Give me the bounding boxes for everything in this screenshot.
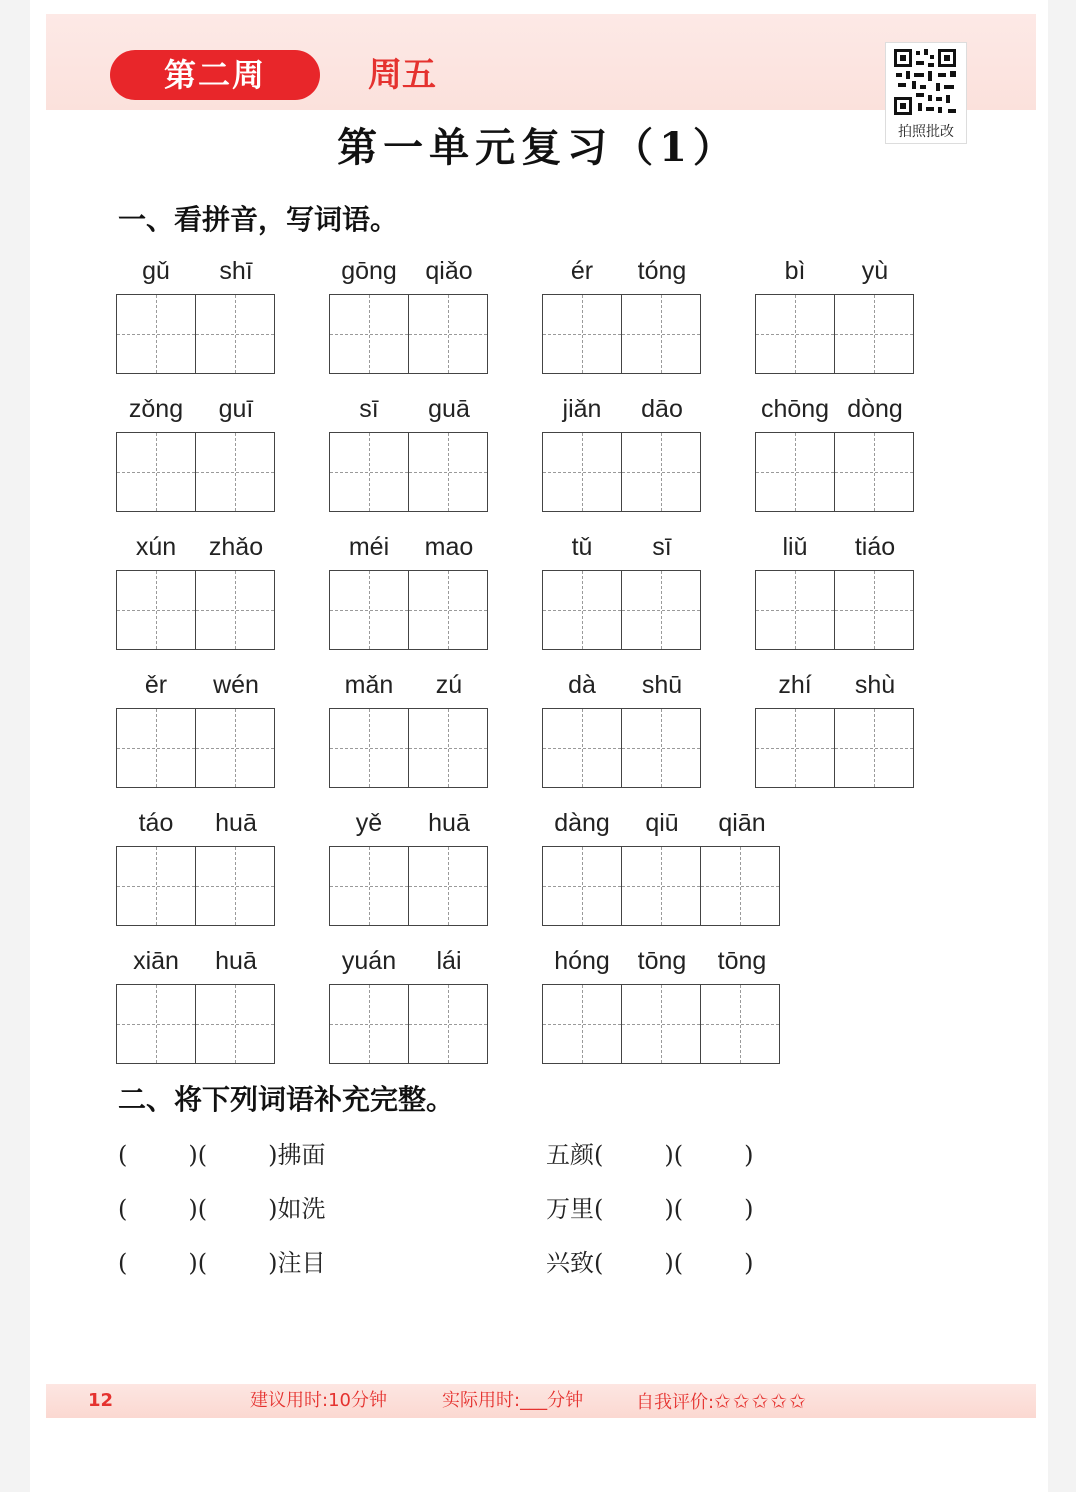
pinyin-label xyxy=(116,946,276,976)
pinyin-syllable: tōng xyxy=(717,946,767,975)
pinyin-syllable: ér xyxy=(570,256,594,285)
writing-boxes xyxy=(329,708,488,788)
star-rating-icons[interactable]: ✩✩✩✩✩ xyxy=(714,1389,808,1413)
writing-box[interactable] xyxy=(622,433,700,511)
pinyin-syllable: shù xyxy=(854,670,896,699)
pinyin-syllable: wén xyxy=(213,670,259,699)
pinyin-label xyxy=(116,670,276,700)
pinyin-syllable: xún xyxy=(135,532,177,561)
writing-box[interactable] xyxy=(117,709,196,787)
page-title: 第一单元复习（1） xyxy=(337,124,739,171)
writing-box[interactable] xyxy=(196,847,274,925)
pinyin-syllable: yù xyxy=(861,256,889,285)
fill-item[interactable]: 万里( )( ) xyxy=(546,1195,754,1223)
pinyin-item xyxy=(329,808,489,926)
pinyin-label xyxy=(542,946,782,976)
writing-boxes xyxy=(329,432,488,512)
pinyin-syllable: bì xyxy=(784,256,806,285)
writing-box[interactable] xyxy=(622,847,701,925)
writing-box[interactable] xyxy=(756,295,835,373)
writing-box[interactable] xyxy=(543,709,622,787)
pinyin-label xyxy=(542,394,702,424)
writing-box[interactable] xyxy=(622,571,700,649)
writing-box[interactable] xyxy=(117,571,196,649)
pinyin-label xyxy=(329,946,489,976)
writing-box[interactable] xyxy=(330,709,409,787)
pinyin-syllable: yuán xyxy=(341,946,397,975)
section1-heading: 一、看拼音，写词语。 xyxy=(118,203,399,236)
pinyin-syllable: zhí xyxy=(778,670,812,699)
pinyin-item xyxy=(755,394,915,512)
pinyin-label xyxy=(116,394,276,424)
pinyin-syllable: huā xyxy=(215,946,257,975)
pinyin-item xyxy=(329,256,489,374)
self-evaluation xyxy=(636,1388,808,1416)
pinyin-syllable: ěr xyxy=(144,670,168,699)
writing-boxes xyxy=(542,846,780,926)
pinyin-item xyxy=(755,256,915,374)
pinyin-item xyxy=(116,394,276,512)
writing-box[interactable] xyxy=(196,571,274,649)
writing-box[interactable] xyxy=(409,571,487,649)
pinyin-syllable: dà xyxy=(568,670,596,699)
writing-box[interactable] xyxy=(196,709,274,787)
pinyin-syllable: dāo xyxy=(641,394,683,423)
writing-boxes xyxy=(755,294,914,374)
writing-box[interactable] xyxy=(117,985,196,1063)
pinyin-item xyxy=(116,256,276,374)
pinyin-label xyxy=(329,256,489,286)
writing-boxes xyxy=(329,570,488,650)
writing-box[interactable] xyxy=(330,847,409,925)
suggested-time: 建议用时:10分钟 xyxy=(250,1390,387,1411)
pinyin-syllable: shī xyxy=(219,256,253,285)
pinyin-label xyxy=(755,532,915,562)
writing-box[interactable] xyxy=(409,847,487,925)
pinyin-syllable: zǒng xyxy=(128,394,184,423)
writing-boxes xyxy=(116,294,275,374)
pinyin-syllable: qiān xyxy=(718,808,766,837)
week-badge: 第二周 xyxy=(110,50,320,100)
pinyin-syllable: qiū xyxy=(645,808,679,837)
pinyin-label xyxy=(542,808,782,838)
writing-box[interactable] xyxy=(701,985,779,1063)
pinyin-syllable: tōng xyxy=(637,946,687,975)
writing-box[interactable] xyxy=(117,295,196,373)
qr-caption: 拍照批改 xyxy=(898,124,954,140)
pinyin-label xyxy=(329,808,489,838)
fill-item[interactable]: 五颜( )( ) xyxy=(546,1141,754,1169)
writing-boxes xyxy=(542,708,701,788)
pinyin-syllable: táo xyxy=(138,808,174,837)
pinyin-syllable: liǔ xyxy=(782,532,808,561)
writing-boxes xyxy=(116,984,275,1064)
writing-boxes xyxy=(329,294,488,374)
pinyin-syllable: tǔ xyxy=(571,532,593,561)
pinyin-syllable: lái xyxy=(436,946,462,975)
writing-box[interactable] xyxy=(622,985,701,1063)
writing-box[interactable] xyxy=(543,985,622,1063)
writing-box[interactable] xyxy=(409,709,487,787)
writing-boxes xyxy=(542,432,701,512)
writing-boxes xyxy=(329,846,488,926)
writing-box[interactable] xyxy=(756,433,835,511)
pinyin-label xyxy=(329,532,489,562)
writing-box[interactable] xyxy=(117,433,196,511)
pinyin-syllable: tóng xyxy=(637,256,687,285)
pinyin-label xyxy=(329,394,489,424)
pinyin-syllable: shū xyxy=(641,670,683,699)
writing-boxes xyxy=(755,708,914,788)
pinyin-syllable: tiáo xyxy=(854,532,896,561)
pinyin-item xyxy=(542,256,702,374)
pinyin-syllable: sī xyxy=(652,532,672,561)
section2-heading: 二、将下列词语补充完整。 xyxy=(118,1083,455,1116)
pinyin-item xyxy=(116,670,276,788)
writing-box[interactable] xyxy=(622,295,700,373)
pinyin-label xyxy=(116,532,276,562)
pinyin-item xyxy=(116,808,276,926)
writing-box[interactable] xyxy=(835,433,913,511)
writing-boxes xyxy=(542,984,780,1064)
pinyin-item xyxy=(329,532,489,650)
fill-item[interactable]: ( )( )注目 xyxy=(118,1249,326,1277)
writing-box[interactable] xyxy=(117,847,196,925)
pinyin-syllable: gǔ xyxy=(142,256,170,285)
writing-box[interactable] xyxy=(756,709,835,787)
writing-boxes xyxy=(542,570,701,650)
writing-box[interactable] xyxy=(543,571,622,649)
writing-box[interactable] xyxy=(701,847,779,925)
pinyin-syllable: méi xyxy=(348,532,390,561)
pinyin-item xyxy=(755,670,915,788)
pinyin-syllable: yě xyxy=(355,808,383,837)
pinyin-syllable: mǎn xyxy=(344,670,394,699)
pinyin-item xyxy=(329,670,489,788)
pinyin-syllable: guī xyxy=(218,394,254,423)
writing-boxes xyxy=(116,846,275,926)
pinyin-syllable: dàng xyxy=(554,808,610,837)
fill-item[interactable]: ( )( )拂面 xyxy=(118,1141,326,1169)
pinyin-item xyxy=(116,532,276,650)
pinyin-item xyxy=(755,532,915,650)
pinyin-syllable: huā xyxy=(428,808,470,837)
writing-boxes xyxy=(116,708,275,788)
writing-boxes xyxy=(755,570,914,650)
pinyin-label xyxy=(542,256,702,286)
fill-item[interactable]: ( )( )如洗 xyxy=(118,1195,326,1223)
pinyin-syllable: huā xyxy=(215,808,257,837)
writing-box[interactable] xyxy=(196,433,274,511)
writing-box[interactable] xyxy=(196,295,274,373)
actual-time: 实际用时:___分钟 xyxy=(442,1390,584,1411)
pinyin-syllable: xiān xyxy=(133,946,179,975)
writing-boxes xyxy=(542,294,701,374)
writing-boxes xyxy=(755,432,914,512)
writing-box[interactable] xyxy=(330,433,409,511)
writing-box[interactable] xyxy=(543,433,622,511)
pinyin-label xyxy=(329,670,489,700)
pinyin-syllable: gōng xyxy=(341,256,397,285)
day-label: 周五 xyxy=(368,55,436,95)
pinyin-syllable: mao xyxy=(424,532,474,561)
writing-box[interactable] xyxy=(835,571,913,649)
pinyin-syllable: chōng xyxy=(760,394,830,423)
pinyin-syllable: zú xyxy=(435,670,463,699)
writing-box[interactable] xyxy=(756,571,835,649)
writing-box[interactable] xyxy=(622,709,700,787)
pinyin-syllable: dòng xyxy=(847,394,903,423)
pinyin-label xyxy=(755,256,915,286)
pinyin-item xyxy=(542,946,782,1064)
pinyin-item xyxy=(329,946,489,1064)
writing-box[interactable] xyxy=(835,709,913,787)
pinyin-item xyxy=(542,670,702,788)
self-eval-label: 自我评价: xyxy=(636,1392,715,1413)
pinyin-label xyxy=(542,670,702,700)
pinyin-label xyxy=(116,808,276,838)
pinyin-syllable: sī xyxy=(359,394,379,423)
writing-box[interactable] xyxy=(835,295,913,373)
writing-box[interactable] xyxy=(330,571,409,649)
pinyin-syllable: zhǎo xyxy=(208,532,264,561)
pinyin-item xyxy=(116,946,276,1064)
pinyin-item xyxy=(329,394,489,512)
writing-box[interactable] xyxy=(543,847,622,925)
pinyin-label xyxy=(755,670,915,700)
pinyin-syllable: guā xyxy=(428,394,470,423)
pinyin-item xyxy=(542,394,702,512)
writing-box[interactable] xyxy=(409,985,487,1063)
writing-box[interactable] xyxy=(409,295,487,373)
writing-box[interactable] xyxy=(330,295,409,373)
writing-box[interactable] xyxy=(196,985,274,1063)
pinyin-label xyxy=(116,256,276,286)
writing-box[interactable] xyxy=(330,985,409,1063)
pinyin-item xyxy=(542,532,702,650)
writing-boxes xyxy=(329,984,488,1064)
writing-boxes xyxy=(116,432,275,512)
fill-item[interactable]: 兴致( )( ) xyxy=(546,1249,754,1277)
pinyin-item xyxy=(542,808,782,926)
pinyin-syllable: hóng xyxy=(554,946,610,975)
writing-box[interactable] xyxy=(543,295,622,373)
qr-code-icon xyxy=(892,47,958,117)
pinyin-label xyxy=(755,394,915,424)
page-number: 12 xyxy=(88,1390,114,1411)
pinyin-label xyxy=(542,532,702,562)
pinyin-syllable: qiǎo xyxy=(425,256,473,285)
writing-boxes xyxy=(116,570,275,650)
writing-box[interactable] xyxy=(409,433,487,511)
pinyin-syllable: jiǎn xyxy=(562,394,602,423)
